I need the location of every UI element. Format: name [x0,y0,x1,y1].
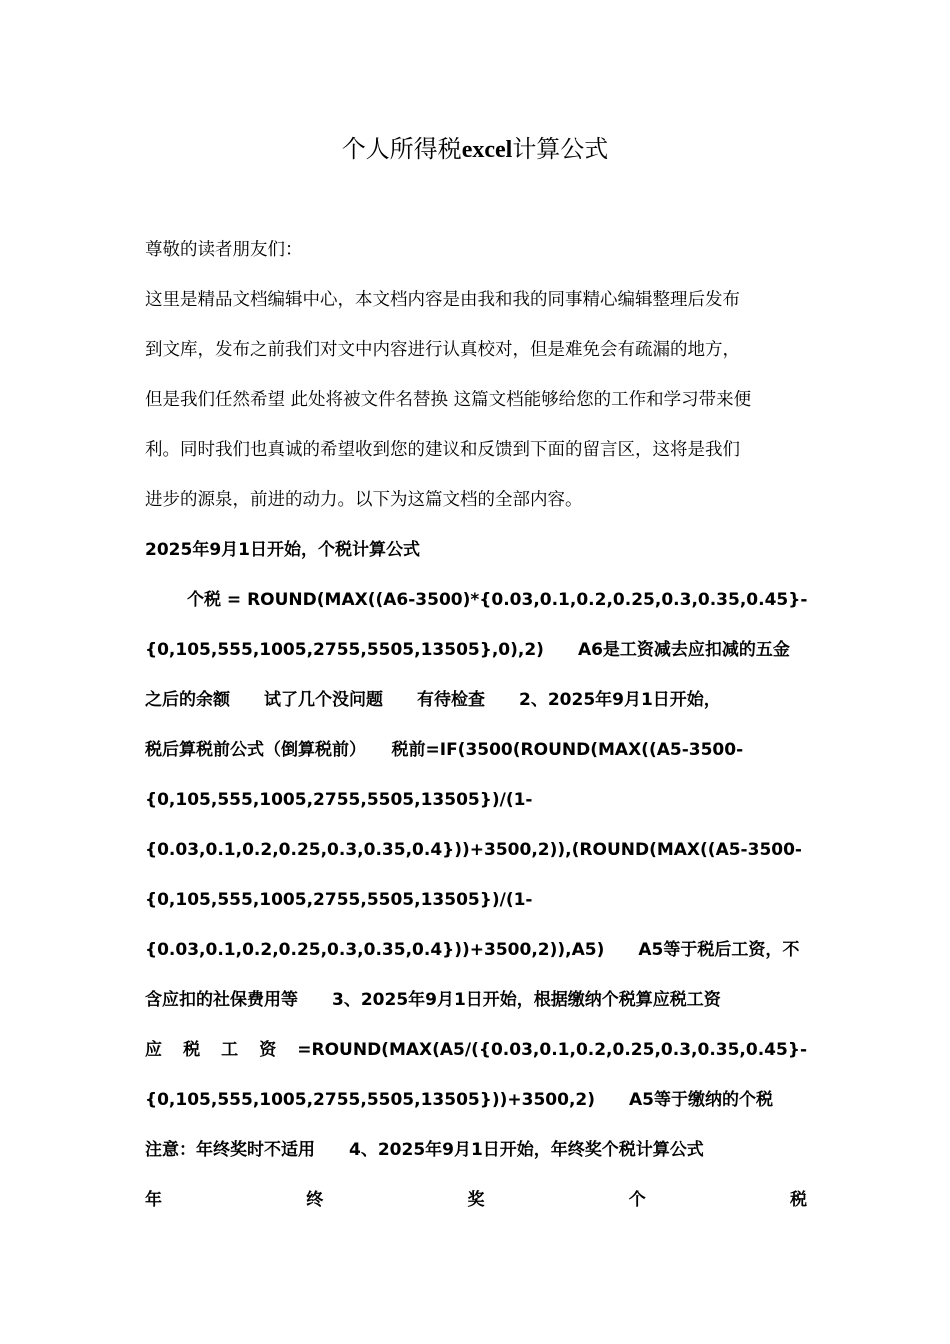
formula-line-10: 应 税 工 资 =ROUND(MAX(A5/({0.03,0.1,0.2,0.25,0.3,0.35,0.45}- [145,1040,807,1060]
formula-line-12: 注意：年终奖时不适用 4、2025年9月1日开始，年终奖个税计算公式 [145,1140,704,1160]
intro-line-2: 到文库，发布之前我们对文中内容进行认真校对，但是难免会有疏漏的地方， [145,340,740,360]
title-part-latin: excel [461,137,513,163]
formula-line-7: {0,105,555,1005,2755,5505,13505})/(1- [145,890,533,910]
section-heading-line: 2025年9月1日开始，个税计算公式 [145,540,420,560]
document-body [145,232,807,1232]
title-part-1: 个人所得税 [341,135,462,163]
formula-line-2: {0,105,555,1005,2755,5505,13505},0),2) A6是工资减去应扣减的五金 [145,640,790,660]
formula-line-6: {0.03,0.1,0.2,0.25,0.3,0.35,0.4}))+3500,2)),(ROUND(MAX((A5-3500- [145,840,802,860]
formula-line-8: {0.03,0.1,0.2,0.25,0.3,0.35,0.4}))+3500,2)),A5) A5等于税后工资，不 [145,940,800,960]
title-part-2: 计算公式 [512,135,609,163]
intro-line-4: 利。同时我们也真诚的希望收到您的建议和反馈到下面的留言区，这将是我们 [145,440,740,460]
formula-line-9: 含应扣的社保费用等 3、2025年9月1日开始，根据缴纳个税算应税工资 [145,990,721,1010]
formula-line-4: 税后算税前公式（倒算税前） 税前=IF(3500(ROUND(MAX((A5-3500- [145,740,744,760]
document-title [0,132,950,167]
formula-line-1: 个税 = ROUND(MAX((A6-3500)*{0.03,0.1,0.2,0.25,0.3,0.35,0.45}- [187,590,807,610]
formula-line-13: 年 终 奖 个 税 [145,1190,807,1210]
intro-line-1: 这里是精品文档编辑中心，本文档内容是由我和我的同事精心编辑整理后发布 [145,290,740,310]
greeting-line: 尊敬的读者朋友们： [145,240,303,260]
intro-line-3: 但是我们任然希望 此处将被文件名替换 这篇文档能够给您的工作和学习带来便 [145,390,752,410]
formula-line-5: {0,105,555,1005,2755,5505,13505})/(1- [145,790,533,810]
intro-line-5: 进步的源泉，前进的动力。以下为这篇文档的全部内容。 [145,490,583,510]
formula-line-3: 之后的余额 试了几个没问题 有待检查 2、2025年9月1日开始， [145,690,721,710]
formula-line-11: {0,105,555,1005,2755,5505,13505}))+3500,2) A5等于缴纳的个税 [145,1090,773,1110]
